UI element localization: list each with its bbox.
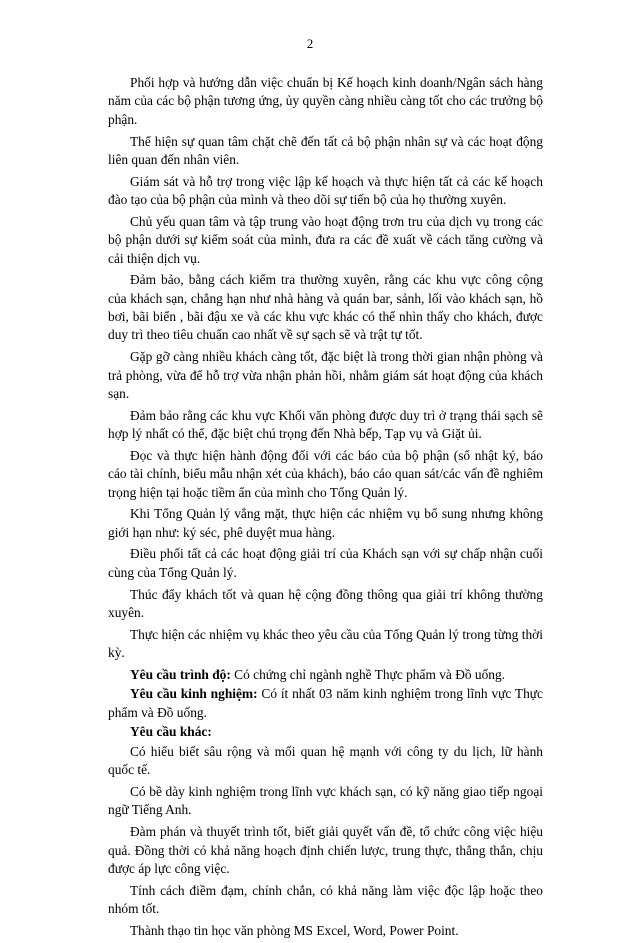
other-requirement-item: Tính cách điềm đạm, chính chắn, có khả năng làm việc độc lập hoặc theo nhóm tốt. (108, 882, 543, 917)
duty-paragraph: Phối hợp và hướng dẫn việc chuẩn bị Kế hoạch kinh doanh/Ngân sách hàng năm của các bộ phận tương ứng, ủy quyền càng nhiều càng tốt cho các trưởng bộ phận. (108, 75, 543, 127)
other-requirement-item: Thành thạo tin học văn phòng MS Excel, Word, Power Point. (130, 922, 459, 938)
duty-paragraph: Đọc và thực hiện hành động đối với các báo của bộ phận (sổ nhật ký, báo cáo tài chính, biểu mẫu nhận xét của khách), báo cáo quan sát/các vấn đề nghiêm trọng hiện tại hoặc tiềm ẩn của mình cho Tổng Quản lý. (108, 447, 543, 500)
duty-paragraph: Đảm bảo, bằng cách kiểm tra thường xuyên, rằng các khu vực công cộng của khách sạn, chẳng hạn như nhà hàng và quán bar, sảnh, lối vào khách sạn, hồ bơi, bãi biển , bãi đậu xe và các khu vực khác có thể nhìn thấy cho khách, được duy trì theo tiêu chuẩn cao nhất về sự sạch sẽ và trật tự tốt. (108, 272, 543, 343)
other-requirements-label: Yêu cầu khác: (130, 724, 212, 740)
experience-requirement-text: Có ít nhất 03 năm kinh nghiệm trong lĩnh vực Thực phẩm và Đồ uống. (108, 686, 543, 720)
other-requirement-item: Đàm phán và thuyết trình tốt, biết giải quyết vấn đề, tổ chức công việc hiệu quả. Đồng thời có khả năng hoạch định chiến lược, trung thực, thẳng thắn, chịu được áp lực công việc. (108, 824, 543, 876)
education-requirement-text: Có chứng chỉ ngành nghề Thực phẩm và Đồ uống. (230, 666, 506, 682)
other-requirement-item: Có hiểu biết sâu rộng và mối quan hệ mạnh với công ty du lịch, lữ hành quốc tế. (108, 743, 543, 778)
duty-paragraph: Chủ yếu quan tâm và tập trung vào hoạt động trơn tru của dịch vụ trong các bộ phận dưới sự kiểm soát của mình, đưa ra các đề xuất về cách tăng cường và cải thiện dịch vụ. (108, 213, 543, 266)
education-requirement-label: Yêu cầu trình độ: (130, 666, 231, 682)
other-requirements-heading (108, 723, 543, 741)
duty-paragraph: Điều phối tất cả các hoạt động giải trí của Khách sạn với sự chấp nhận cuối cùng của Tổng Quản lý. (108, 546, 543, 580)
duty-paragraph: Giám sát và hỗ trợ trong việc lập kế hoạch và thực hiện tất cả các kế hoạch đào tạo của bộ phận của mình và theo dõi sự tiến bộ của họ thường xuyên. (108, 173, 543, 208)
page-number: 2 (306, 36, 314, 51)
experience-requirement-label: Yêu cầu kinh nghiệm: (130, 686, 258, 702)
duty-paragraph: Thúc đẩy khách tốt và quan hệ cộng đồng thông qua giải trí không thường xuyên. (108, 586, 543, 620)
duty-paragraph: Thể hiện sự quan tâm chặt chẽ đến tất cả bộ phận nhân sự và các hoạt động liên quan đến nhân viên. (108, 133, 543, 167)
duty-paragraph: Thực hiện các nhiệm vụ khác theo yêu cầu của Tổng Quản lý trong từng thời kỳ. (108, 626, 543, 661)
other-requirement-item: Có bề dày kinh nghiệm trong lĩnh vực khách sạn, có kỹ năng giao tiếp ngoại ngữ Tiếng Anh. (108, 784, 543, 818)
education-requirement (108, 666, 543, 684)
duty-paragraph: Gặp gỡ càng nhiều khách càng tốt, đặc biệt là trong thời gian nhận phòng và trả phòng, vừa để hỗ trợ vừa nhận phản hồi, nhằm giám sát hoạt động của khách sạn. (108, 349, 543, 401)
duty-paragraph: Đảm bảo rằng các khu vực Khối văn phòng được duy trì ở trạng thái sạch sẽ hợp lý nhất có thể, đặc biệt chú trọng đến Nhà bếp, Tạp vụ và Giặt ủi. (108, 407, 543, 442)
experience-requirement (108, 685, 543, 722)
document-body (108, 74, 543, 943)
duty-paragraph: Khi Tổng Quản lý vắng mặt, thực hiện các nhiệm vụ bổ sung nhưng không giới hạn như: ký séc, phê duyệt mua hàng. (108, 506, 543, 540)
